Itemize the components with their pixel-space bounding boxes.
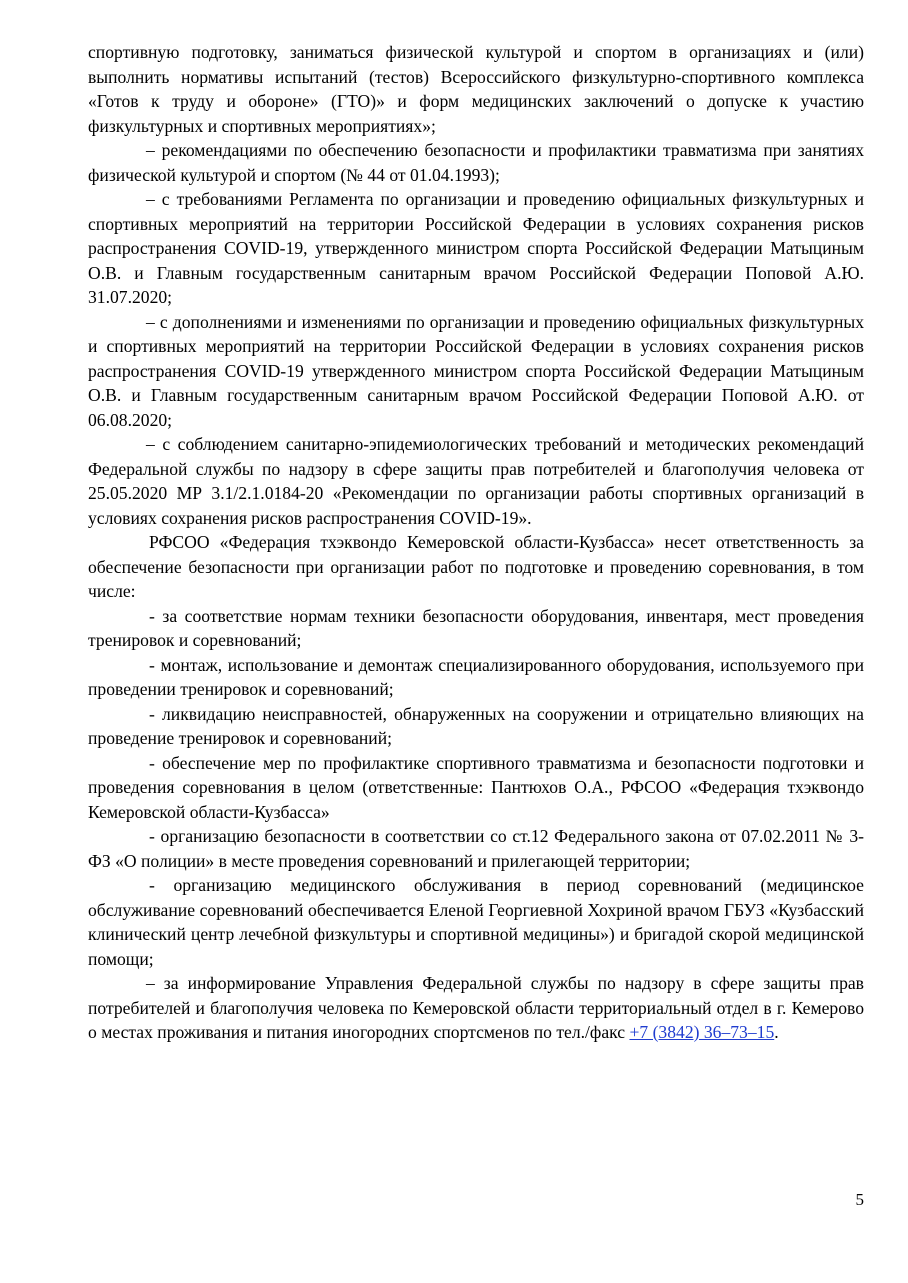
list-item: - ликвидацию неисправностей, обнаруженных на сооружении и отрицательно влияющих на проведение тренировок и соревнований; (88, 703, 864, 748)
paragraph: РФСОО «Федерация тхэквондо Кемеровской области-Кузбасса» несет ответственность за обеспечение безопасности при организации работ по подготовке и проведению соревнования, в том числе: (88, 532, 864, 601)
phone-link[interactable]: +7 (3842) 36–73–15 (629, 1022, 775, 1042)
last-paragraph (88, 971, 864, 1045)
paragraph: – рекомендациями по обеспечению безопасности и профилактики травматизма при занятиях физической культурой и спортом (№ 44 от 01.04.1993); (88, 140, 864, 185)
list-item: - за соответствие нормам техники безопасности оборудования, инвентаря, мест проведения тренировок и соревнований; (88, 605, 864, 650)
list-item: - организацию безопасности в соответствии со ст.12 Федерального закона от 07.02.2011 № 3-ФЗ «О полиции» в месте проведения соревнований и прилегающей территории; (88, 826, 864, 871)
list-item: - монтаж, использование и демонтаж специализированного оборудования, используемого при проведении тренировок и соревнований; (88, 654, 864, 699)
paragraph: – с требованиями Регламента по организации и проведению официальных физкультурных и спортивных мероприятий на территории Российской Федерации в условиях сохранения рисков распространения COVID-19, утвержденного министром спорта Российской Федерации Матыциным О.В. и Главным государственным санитарным врачом Российской Федерации Поповой А.Ю. 31.07.2020; (88, 189, 864, 307)
document-body (88, 40, 864, 1045)
paragraph: спортивную подготовку, заниматься физической культурой и спортом в организациях и (или) выполнить нормативы испытаний (тестов) Всероссийского физкультурно-спортивного комплекса «Готов к труду и обороне» (ГТО)» и форм медицинских заключений о допуске к участию физкультурных и спортивных мероприятиях»; (88, 42, 864, 136)
page-number: 5 (855, 1190, 864, 1209)
paragraph: – с дополнениями и изменениями по организации и проведению официальных физкультурных и спортивных мероприятий на территории Российской Федерации в условиях сохранения рисков распространения COVID-19 утвержденного министром спорта Российской Федерации Матыциным О.В. и Главным государственным санитарным врачом Российской Федерации Поповой А.Ю. от 06.08.2020; (88, 311, 864, 430)
list-item: - обеспечение мер по профилактике спортивного травматизма и безопасности подготовки и проведения соревнования в целом (ответственные: Пантюхов О.А., РФСОО «Федерация тхэквондо Кемеровской области-Кузбасса» (88, 752, 864, 822)
last-paragraph-end: . (774, 1022, 779, 1042)
paragraph: – с соблюдением санитарно-эпидемиологических требований и методических рекомендаций Федеральной службы по надзору в сфере защиты прав потребителей и благополучия человека от 25.05.2020 МР 3.1/2.1.0184-20 «Рекомендации по организации работы спортивных организаций в условиях сохранения рисков распространения COVID-19». (88, 434, 864, 528)
last-paragraph-text: – за информирование Управления Федеральной службы по надзору в сфере защиты прав потребителей и благополучия человека по Кемеровской области территориальный отдел в г. Кемерово о местах проживания и питания иногородних спортсменов по тел./факс (88, 973, 864, 1042)
list-item: - организацию медицинского обслуживания в период соревнований (медицинское обслуживание соревнований обеспечивается Еленой Георгиевной Хохриной врачом ГБУЗ «Кузбасский клинический центр лечебной физкультуры и спортивной медицины») и бригадой скорой медицинской помощи; (88, 875, 864, 969)
